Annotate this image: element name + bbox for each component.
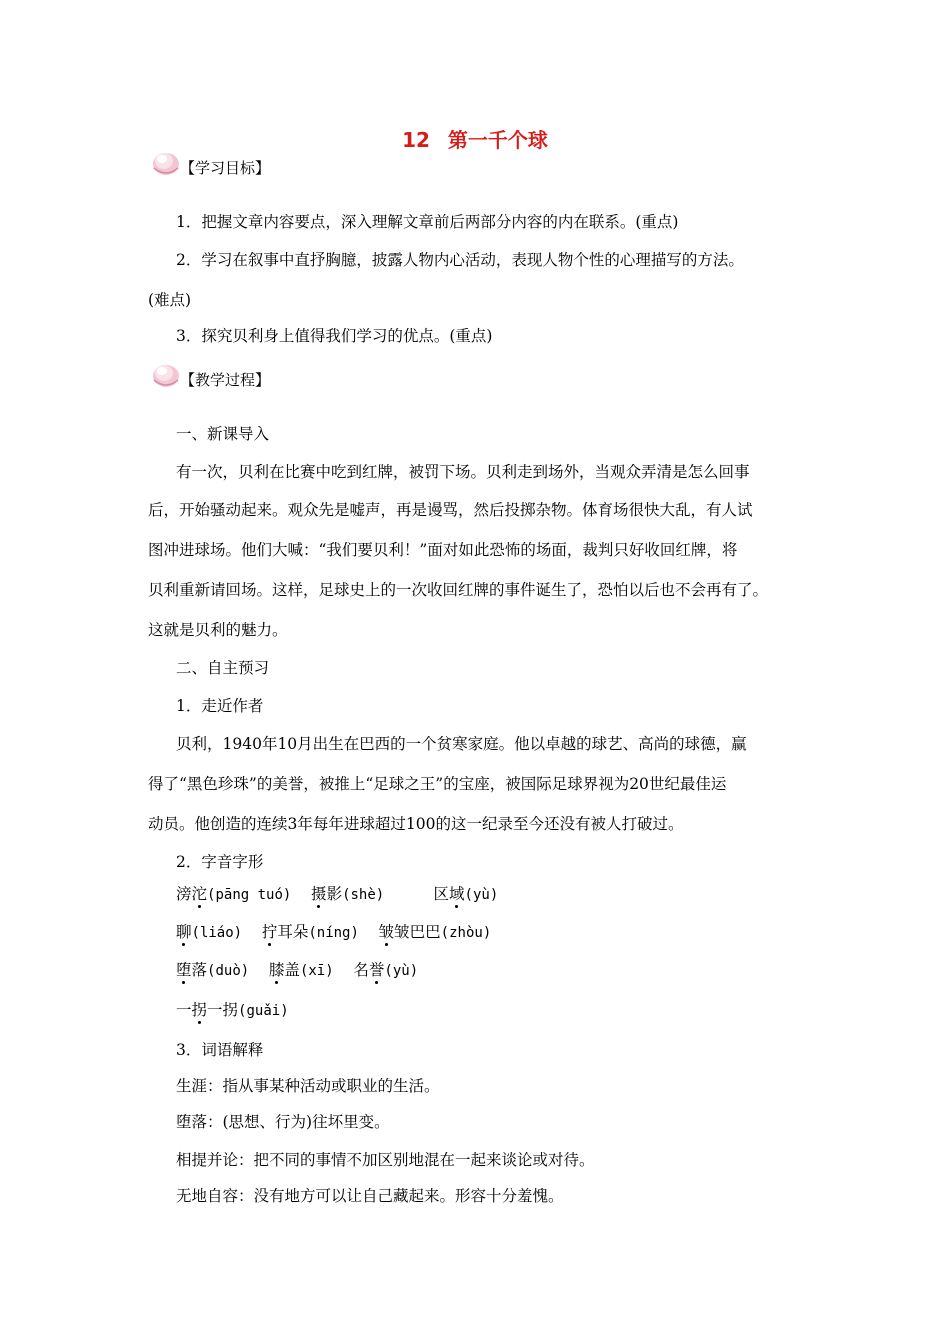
character: 盖 bbox=[284, 961, 300, 979]
intro-line: 后，开始骚动起来。观众先是嘘声，再是谩骂，然后投掷杂物。体育场很快大乱，有人试 bbox=[148, 501, 753, 519]
page-title bbox=[0, 124, 950, 153]
words-heading: 3．词语解释 bbox=[176, 1041, 264, 1059]
spacer bbox=[334, 961, 354, 979]
marked-character: 聊 bbox=[176, 923, 192, 941]
char-row bbox=[176, 922, 491, 943]
section-learning-goals bbox=[150, 146, 270, 178]
marked-character: 摄 bbox=[311, 885, 327, 903]
goal-item: (难点) bbox=[148, 291, 192, 309]
flower-icon bbox=[150, 358, 180, 390]
preview-heading: 二、自主预习 bbox=[176, 659, 270, 677]
character: 耳朵 bbox=[277, 923, 309, 941]
intro-line: 贝利重新请回场。这样，足球史上的一次收回红牌的事件诞生了，恐怕以后也不会再有了。 bbox=[148, 581, 769, 599]
marked-character: 堕 bbox=[176, 961, 192, 979]
character: 滂 bbox=[176, 885, 192, 903]
character: 区 bbox=[433, 885, 450, 903]
title-text: 第一千个球 bbox=[447, 128, 548, 152]
marked-character: 域 bbox=[449, 885, 465, 903]
marked-character: 拐 bbox=[191, 1001, 208, 1019]
word-definition: 无地自容：没有地方可以让自己藏起来。形容十分羞愧。 bbox=[176, 1187, 564, 1205]
chars-heading: 2．字音字形 bbox=[176, 853, 264, 871]
pinyin: (zhòu) bbox=[440, 925, 492, 941]
word-definition: 生涯：指从事某种活动或职业的生活。 bbox=[176, 1077, 440, 1095]
character: 一 bbox=[176, 1001, 192, 1019]
goal-item: 3．探究贝利身上值得我们学习的优点。(重点) bbox=[176, 327, 493, 345]
character: 落 bbox=[191, 961, 208, 979]
character: 影 bbox=[326, 885, 343, 903]
goal-item: 2．学习在叙事中直抒胸臆，披露人物内心活动，表现人物个性的心理描写的方法。 bbox=[176, 251, 744, 269]
pinyin: (níng) bbox=[308, 925, 359, 941]
character: 皱巴巴 bbox=[394, 923, 441, 941]
pinyin: (liáo) bbox=[191, 925, 243, 941]
author-line: 贝利，1940年10月出生在巴西的一个贫寒家庭。他以卓越的球艺、高尚的球德，赢 bbox=[176, 735, 747, 753]
author-line: 动员。他创造的连续3年每年进球超过100的这一纪录至今还没有被人打破过。 bbox=[148, 815, 684, 833]
author-heading: 1．走近作者 bbox=[176, 697, 264, 715]
marked-character: 沱 bbox=[191, 885, 208, 903]
character: 名 bbox=[353, 961, 369, 979]
pinyin: (xī) bbox=[299, 963, 334, 979]
marked-character: 膝 bbox=[268, 961, 285, 979]
pinyin: (yù) bbox=[384, 963, 419, 979]
spacer bbox=[291, 885, 311, 903]
section-label: 【教学过程】 bbox=[180, 371, 271, 389]
pinyin: (shè) bbox=[342, 887, 385, 903]
char-row bbox=[176, 1000, 289, 1021]
marked-character: 誉 bbox=[368, 961, 385, 979]
pinyin: (yù) bbox=[464, 887, 499, 903]
pinyin: (duò) bbox=[207, 963, 250, 979]
char-row bbox=[176, 960, 418, 981]
marked-character: 拧 bbox=[261, 923, 278, 941]
spacer bbox=[249, 961, 269, 979]
spacer bbox=[242, 923, 262, 941]
title-number: 12 bbox=[402, 128, 430, 152]
pinyin: (pāng tuó) bbox=[207, 887, 292, 903]
spacer bbox=[384, 885, 433, 903]
section-teaching-process bbox=[150, 358, 270, 390]
section-label: 【学习目标】 bbox=[180, 159, 271, 177]
intro-line: 有一次，贝利在比赛中吃到红牌，被罚下场。贝利走到场外，当观众弄清是怎么回事 bbox=[176, 463, 750, 481]
flower-icon bbox=[150, 146, 180, 178]
spacer bbox=[359, 923, 379, 941]
pinyin: (guǎi) bbox=[238, 1003, 289, 1019]
char-row bbox=[176, 884, 498, 905]
goal-item: 1．把握文章内容要点，深入理解文章前后两部分内容的内在联系。(重点) bbox=[176, 213, 679, 231]
intro-heading: 一、新课导入 bbox=[176, 425, 270, 443]
character: 一拐 bbox=[207, 1001, 239, 1019]
marked-character: 皱 bbox=[378, 923, 395, 941]
intro-line: 这就是贝利的魅力。 bbox=[148, 621, 288, 639]
word-definition: 相提并论：把不同的事情不加区别地混在一起来谈论或对待。 bbox=[176, 1151, 595, 1169]
word-definition: 堕落：(思想、行为)往坏里变。 bbox=[176, 1113, 390, 1131]
intro-line: 图冲进球场。他们大喊：“我们要贝利！”面对如此恐怖的场面，裁判只好收回红牌，将 bbox=[148, 541, 738, 559]
author-line: 得了“黑色珍珠”的美誉，被推上“足球之王”的宝座，被国际足球界视为20世纪最佳运 bbox=[148, 775, 727, 793]
